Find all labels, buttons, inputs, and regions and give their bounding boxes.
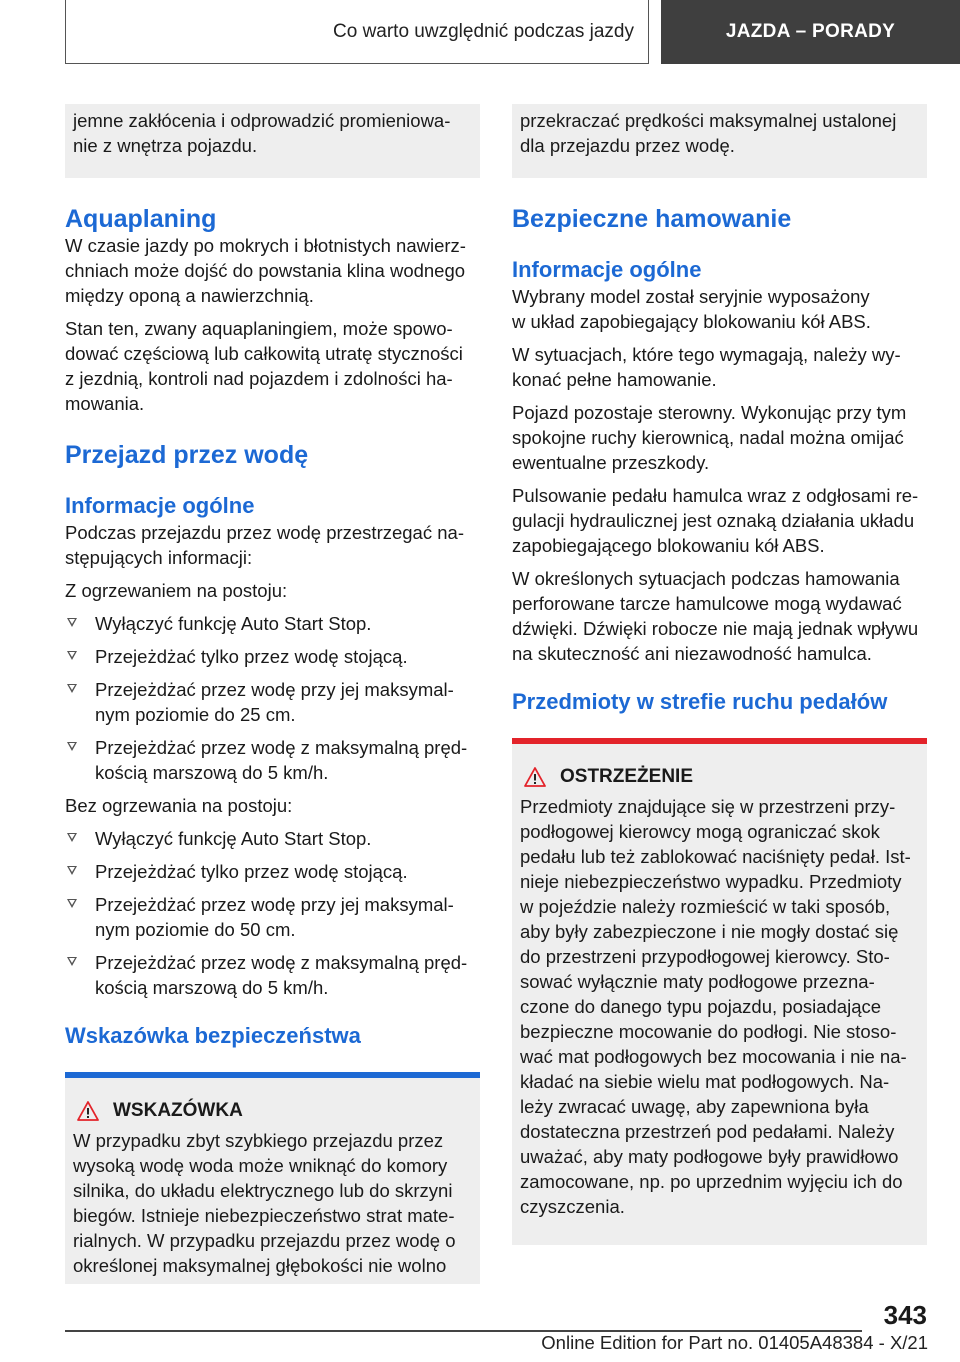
list-item: Przejeżdżać przez wodę przy jej maksymal- nym poziomie do 25 cm.	[65, 677, 480, 727]
list-item: Przejeżdżać przez wodę przy jej maksymal- nym poziomie do 50 cm.	[65, 892, 480, 942]
water-general-subheading: Informacje ogólne	[65, 493, 255, 518]
safe-braking-heading: Bezpieczne hamowanie	[512, 205, 792, 233]
text-line: nie z wnętrza pojazdu.	[73, 135, 258, 156]
aquaplaning-paragraph-2: Stan ten, zwany aquaplaningiem, może spowo- dować częściową lub całkowitą utratę styczności z jezdnią, kontroli nad pojazdem i zdolności ha- mowania.	[65, 318, 463, 414]
continued-text-box	[65, 104, 480, 178]
list-item: Przejeżdżać przez wodę z maksymalną pręd- kością marszową do 5 km/h.	[65, 735, 480, 785]
braking-paragraph-2: W sytuacjach, które tego wymagają, należy wy- konać pełne hamowanie.	[512, 344, 901, 390]
list-item: Przejeżdżać tylko przez wodę stojącą.	[65, 644, 480, 669]
without-heating-label: Bez ogrzewania na postoju:	[65, 795, 293, 816]
triangle-bullet-icon	[67, 866, 77, 875]
braking-paragraph-1: Wybrany model został seryjnie wyposażony w układ zapobiegający blokowaniu kół ABS.	[512, 286, 871, 332]
aquaplaning-heading: Aquaplaning	[65, 205, 217, 233]
note-text: W przypadku zbyt szybkiego przejazdu przez wysoką wodę woda może wniknąć do komory silnika, do układu elektrycznego lub do skrzyni biegów. Istnieje niebezpieczeństwo strat mate- rialnych. W przypadku przejazdu przez wodę o określonej maksymalnej głębokości nie wolno	[73, 1130, 456, 1276]
triangle-bullet-icon	[67, 899, 77, 908]
safety-note-box	[65, 1072, 480, 1284]
triangle-bullet-icon	[67, 742, 77, 751]
triangle-bullet-icon	[67, 684, 77, 693]
braking-general-subheading: Informacje ogólne	[512, 257, 702, 282]
continued-text-box	[512, 104, 927, 178]
right-column	[512, 104, 927, 1245]
braking-paragraph-4: Pulsowanie pedału hamulca wraz z odgłosami re- gulacji hydraulicznej jest oznaką działania układu zapobiegającego blokowaniu kół ABS.	[512, 485, 919, 556]
left-column	[65, 104, 480, 1284]
aquaplaning-paragraph-1: W czasie jazdy po mokrych i błotnistych nawierz- chniach może dojść do powstania klina wodnego między oponą a nawierzchnią.	[65, 235, 466, 306]
footer-edition: Online Edition for Part no. 01405A48384 - X/21	[541, 1332, 928, 1353]
safety-note-heading: Wskazówka bezpieczeństwa	[65, 1023, 361, 1048]
list-item: Wyłączyć funkcję Auto Start Stop.	[65, 611, 480, 636]
list-item: Przejeżdżać tylko przez wodę stojącą.	[65, 859, 480, 884]
pedal-warning-box	[512, 738, 927, 1245]
with-heating-list	[65, 611, 480, 785]
triangle-bullet-icon	[67, 618, 77, 627]
triangle-bullet-icon	[67, 957, 77, 966]
water-crossing-heading: Przejazd przez wodę	[65, 441, 309, 469]
triangle-bullet-icon	[67, 833, 77, 842]
header-section-title: Co warto uwzględnić podczas jazdy	[65, 0, 649, 64]
header-chapter-tab: JAZDA – PORADY	[661, 0, 960, 64]
without-heating-list	[65, 826, 480, 1000]
warning-text: Przedmioty znajdujące się w przestrzeni przy- podłogowej kierowcy mogą ograniczać skok pedału lub też zablokować naciśnięty pedał. Ist- nieje niebezpieczeństwo wypadku. Przedmioty w pojeździe należy rozmieścić w taki sposób, aby były zabezpieczone i nie mogły dostać się do przestrzeni przypodłogowej kierowcy. Sto- sować wyłącznie maty podłogowe przezna- czone do danego typu pojazdu, posiadające bezpieczne mocowanie do podłogi. Nie stoso- wać mat podłogowych bez mocowania i nie na- kładać na siebie wielu mat podłogowych. Na- leży zwracać uwagę, aby zapewniona była dostateczna przestrzeń pod pedałami. Należy uważać, aby maty podłogowe były prawidłowo zamocowane, np. po uprzednim wyjęciu ich do czyszczenia.	[520, 796, 911, 1217]
triangle-bullet-icon	[67, 651, 77, 660]
pedal-objects-heading: Przedmioty w strefie ruchu pedałów	[512, 689, 888, 714]
text-line: jemne zakłócenia i odprowadzić promieniowa-	[73, 110, 451, 131]
page-number: 343	[883, 1300, 927, 1330]
warning-triangle-icon	[77, 1101, 99, 1121]
warning-triangle-icon	[524, 767, 546, 787]
braking-paragraph-5: W określonych sytuacjach podczas hamowania perforowane tarcze hamulcowe mogą wydawać dźwięki. Dźwięki robocze nie mają jednak wpływu na skuteczność ani niezawodność hamulca.	[512, 568, 919, 664]
water-intro-paragraph: Podczas przejazdu przez wodę przestrzegać na- stępujących informacji:	[65, 522, 464, 568]
list-item: Przejeżdżać przez wodę z maksymalną pręd- kością marszową do 5 km/h.	[65, 950, 480, 1000]
text-line: dla przejazdu przez wodę.	[520, 135, 735, 156]
with-heating-label: Z ogrzewaniem na postoju:	[65, 580, 288, 601]
text-line: przekraczać prędkości maksymalnej ustalonej	[520, 110, 897, 131]
list-item: Wyłączyć funkcję Auto Start Stop.	[65, 826, 480, 851]
note-title: WSKAZÓWKA	[73, 1098, 472, 1124]
warning-title: OSTRZEŻENIE	[520, 764, 919, 790]
braking-paragraph-3: Pojazd pozostaje sterowny. Wykonując przy tym spokojne ruchy kierownicą, nadal można omijać ewentualne przeszkody.	[512, 402, 907, 473]
